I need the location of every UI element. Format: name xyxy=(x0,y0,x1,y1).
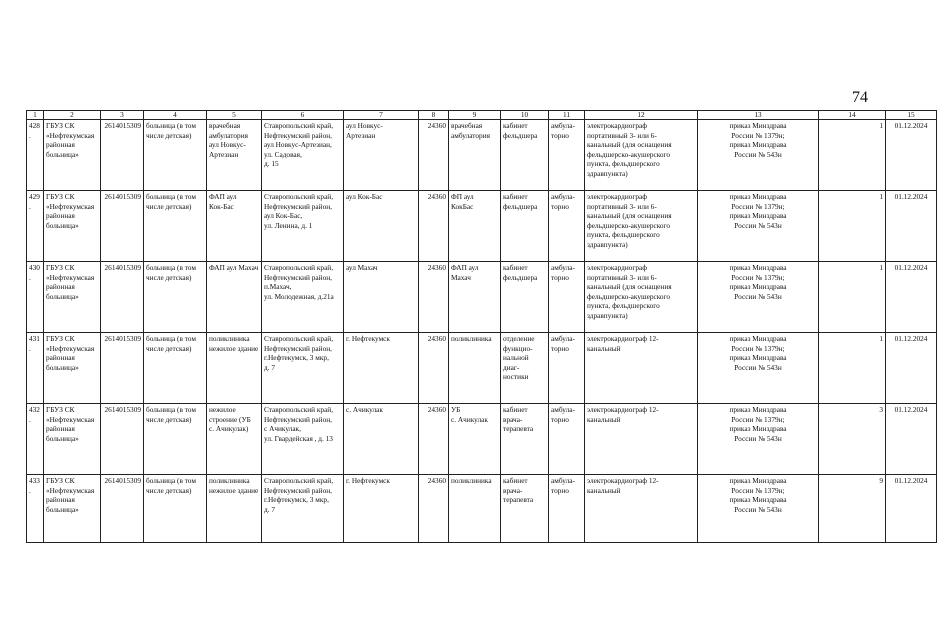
building-cell: ФАП аул Махач xyxy=(207,262,262,333)
organization-name-cell: ГБУЗ СК «Нефтекумская районная больница» xyxy=(44,475,101,543)
equipment-name-cell: электрокардиограф портативный 3- или 6- канальный (для оснащения фельдшерско-акушерского пункта, фельдшерского здравпункта) xyxy=(585,191,698,262)
subdivision-cell: врачебная амбулатория xyxy=(449,120,501,191)
table-row xyxy=(27,475,937,543)
header-cell: 10 xyxy=(501,111,549,120)
code-cell: 24360 xyxy=(419,475,449,543)
header-cell: 11 xyxy=(549,111,585,120)
organization-type-cell: больница (в том числе детская) xyxy=(144,191,207,262)
building-cell: ФАП аул Кок-Бас xyxy=(207,191,262,262)
department-cell: отделение функцио- нальной диаг- ностики xyxy=(501,333,549,404)
legal-basis-cell: приказ Минздрава России № 1379н; приказ Минздрава России № 543н xyxy=(698,262,819,333)
header-cell: 9 xyxy=(449,111,501,120)
organization-name-cell: ГБУЗ СК «Нефтекумская районная больница» xyxy=(44,404,101,475)
code-cell: 24360 xyxy=(419,404,449,475)
quantity-cell: 1 xyxy=(819,333,886,404)
quantity-cell: 9 xyxy=(819,475,886,543)
date-cell: 01.12.2024 xyxy=(886,262,937,333)
equipment-name-cell: электрокардиограф портативный 3- или 6- канальный (для оснащения фельдшерско-акушерского пункта, фельдшерского здравпункта) xyxy=(585,120,698,191)
organization-name-cell: ГБУЗ СК «Нефтекумская районная больница» xyxy=(44,120,101,191)
subdivision-cell: УБ с. Ачикулак xyxy=(449,404,501,475)
building-cell: поликлиника нежилое здание xyxy=(207,333,262,404)
settlement-cell: аул Махач xyxy=(344,262,419,333)
header-cell: 15 xyxy=(886,111,937,120)
header-cell: 1 xyxy=(27,111,44,120)
department-cell: кабинет врача- терапевта xyxy=(501,404,549,475)
equipment-name-cell: электрокардиограф портативный 3- или 6- канальный (для оснащения фельдшерско-акушерского пункта, фельдшерского здравпункта) xyxy=(585,262,698,333)
building-cell: поликлиника нежилое здание xyxy=(207,475,262,543)
address-cell: Ставропольский край, Нефтекумский район, г.Нефтекумск, 3 мкр, д. 7 xyxy=(262,333,344,404)
date-cell: 01.12.2024 xyxy=(886,120,937,191)
equipment-name-cell: электрокардиограф 12- канальный xyxy=(585,475,698,543)
legal-basis-cell: приказ Минздрава России № 1379н; приказ Минздрава России № 543н xyxy=(698,191,819,262)
care-condition-cell: амбула- торно xyxy=(549,191,585,262)
header-cell: 4 xyxy=(144,111,207,120)
subdivision-cell: ФП аул КокБас xyxy=(449,191,501,262)
department-cell: кабинет фельдшера xyxy=(501,120,549,191)
code-cell: 24360 xyxy=(419,333,449,404)
row-number-cell: 430. xyxy=(27,262,44,333)
settlement-cell: аул Новкус- Артезиан xyxy=(344,120,419,191)
header-cell: 14 xyxy=(819,111,886,120)
inn-cell: 2614015309 xyxy=(101,191,144,262)
inn-cell: 2614015309 xyxy=(101,333,144,404)
care-condition-cell: амбула- торно xyxy=(549,333,585,404)
legal-basis-cell: приказ Минздрава России № 1379н; приказ Минздрава России № 543н xyxy=(698,475,819,543)
header-cell: 12 xyxy=(585,111,698,120)
inn-cell: 2614015309 xyxy=(101,475,144,543)
address-cell: Ставропольский край, Нефтекумский район, с Ачикулак, ул. Гвардейская , д. 13 xyxy=(262,404,344,475)
organization-type-cell: больница (в том числе детская) xyxy=(144,120,207,191)
organization-name-cell: ГБУЗ СК «Нефтекумская районная больница» xyxy=(44,191,101,262)
care-condition-cell: амбула- торно xyxy=(549,404,585,475)
care-condition-cell: амбула- торно xyxy=(549,262,585,333)
subdivision-cell: поликлиника xyxy=(449,475,501,543)
department-cell: кабинет фельдшера xyxy=(501,262,549,333)
organization-name-cell: ГБУЗ СК «Нефтекумская районная больница» xyxy=(44,262,101,333)
subdivision-cell: ФАП аул Махач xyxy=(449,262,501,333)
organization-name-cell: ГБУЗ СК «Нефтекумская районная больница» xyxy=(44,333,101,404)
table-row xyxy=(27,262,937,333)
date-cell: 01.12.2024 xyxy=(886,475,937,543)
organization-type-cell: больница (в том числе детская) xyxy=(144,475,207,543)
quantity-cell: 1 xyxy=(819,120,886,191)
organization-type-cell: больница (в том числе детская) xyxy=(144,404,207,475)
settlement-cell: г. Нефтекумск xyxy=(344,333,419,404)
settlement-cell: с. Ачикулак xyxy=(344,404,419,475)
equipment-name-cell: электрокардиограф 12- канальный xyxy=(585,333,698,404)
settlement-cell: аул Кок-Бас xyxy=(344,191,419,262)
settlement-cell: г. Нефтекумск xyxy=(344,475,419,543)
equipment-table xyxy=(26,110,937,543)
address-cell: Ставропольский край, Нефтекумский район, г.Нефтекумск, 3 мкр, д. 7 xyxy=(262,475,344,543)
table-row xyxy=(27,120,937,191)
organization-type-cell: больница (в том числе детская) xyxy=(144,333,207,404)
page-number: 74 xyxy=(852,89,868,106)
date-cell: 01.12.2024 xyxy=(886,333,937,404)
code-cell: 24360 xyxy=(419,191,449,262)
header-cell: 8 xyxy=(419,111,449,120)
department-cell: кабинет фельдшера xyxy=(501,191,549,262)
quantity-cell: 1 xyxy=(819,191,886,262)
address-cell: Ставропольский край, Нефтекумский район, аул Новкус-Артезиан, ул. Садовая, д. 15 xyxy=(262,120,344,191)
subdivision-cell: поликлиника xyxy=(449,333,501,404)
inn-cell: 2614015309 xyxy=(101,120,144,191)
legal-basis-cell: приказ Минздрава России № 1379н; приказ Минздрава России № 543н xyxy=(698,120,819,191)
building-cell: нежилое строение (УБ с. Ачикулак) xyxy=(207,404,262,475)
header-cell: 3 xyxy=(101,111,144,120)
header-cell: 2 xyxy=(44,111,101,120)
row-number-cell: 428. xyxy=(27,120,44,191)
header-cell: 7 xyxy=(344,111,419,120)
address-cell: Ставропольский край, Нефтекумский район, аул Кок-Бас, ул. Ленина, д. 1 xyxy=(262,191,344,262)
code-cell: 24360 xyxy=(419,262,449,333)
table-row xyxy=(27,191,937,262)
row-number-cell: 429. xyxy=(27,191,44,262)
header-cell: 6 xyxy=(262,111,344,120)
address-cell: Ставропольский край, Нефтекумский район, п.Махач, ул. Молодежная, д.21а xyxy=(262,262,344,333)
legal-basis-cell: приказ Минздрава России № 1379н; приказ Минздрава России № 543н xyxy=(698,404,819,475)
table-row xyxy=(27,333,937,404)
row-number-cell: 432. xyxy=(27,404,44,475)
date-cell: 01.12.2024 xyxy=(886,404,937,475)
care-condition-cell: амбула- торно xyxy=(549,475,585,543)
equipment-name-cell: электрокардиограф 12- канальный xyxy=(585,404,698,475)
row-number-cell: 433. xyxy=(27,475,44,543)
quantity-cell: 3 xyxy=(819,404,886,475)
header-cell: 13 xyxy=(698,111,819,120)
organization-type-cell: больница (в том числе детская) xyxy=(144,262,207,333)
row-number-cell: 431. xyxy=(27,333,44,404)
table-row xyxy=(27,404,937,475)
code-cell: 24360 xyxy=(419,120,449,191)
care-condition-cell: амбула- торно xyxy=(549,120,585,191)
header-row xyxy=(27,111,937,120)
quantity-cell: 1 xyxy=(819,262,886,333)
building-cell: врачебная амбулатория аул Новкус- Артезиан xyxy=(207,120,262,191)
inn-cell: 2614015309 xyxy=(101,404,144,475)
inn-cell: 2614015309 xyxy=(101,262,144,333)
department-cell: кабинет врача- терапевта xyxy=(501,475,549,543)
header-cell: 5 xyxy=(207,111,262,120)
legal-basis-cell: приказ Минздрава России № 1379н; приказ Минздрава России № 543н xyxy=(698,333,819,404)
date-cell: 01.12.2024 xyxy=(886,191,937,262)
